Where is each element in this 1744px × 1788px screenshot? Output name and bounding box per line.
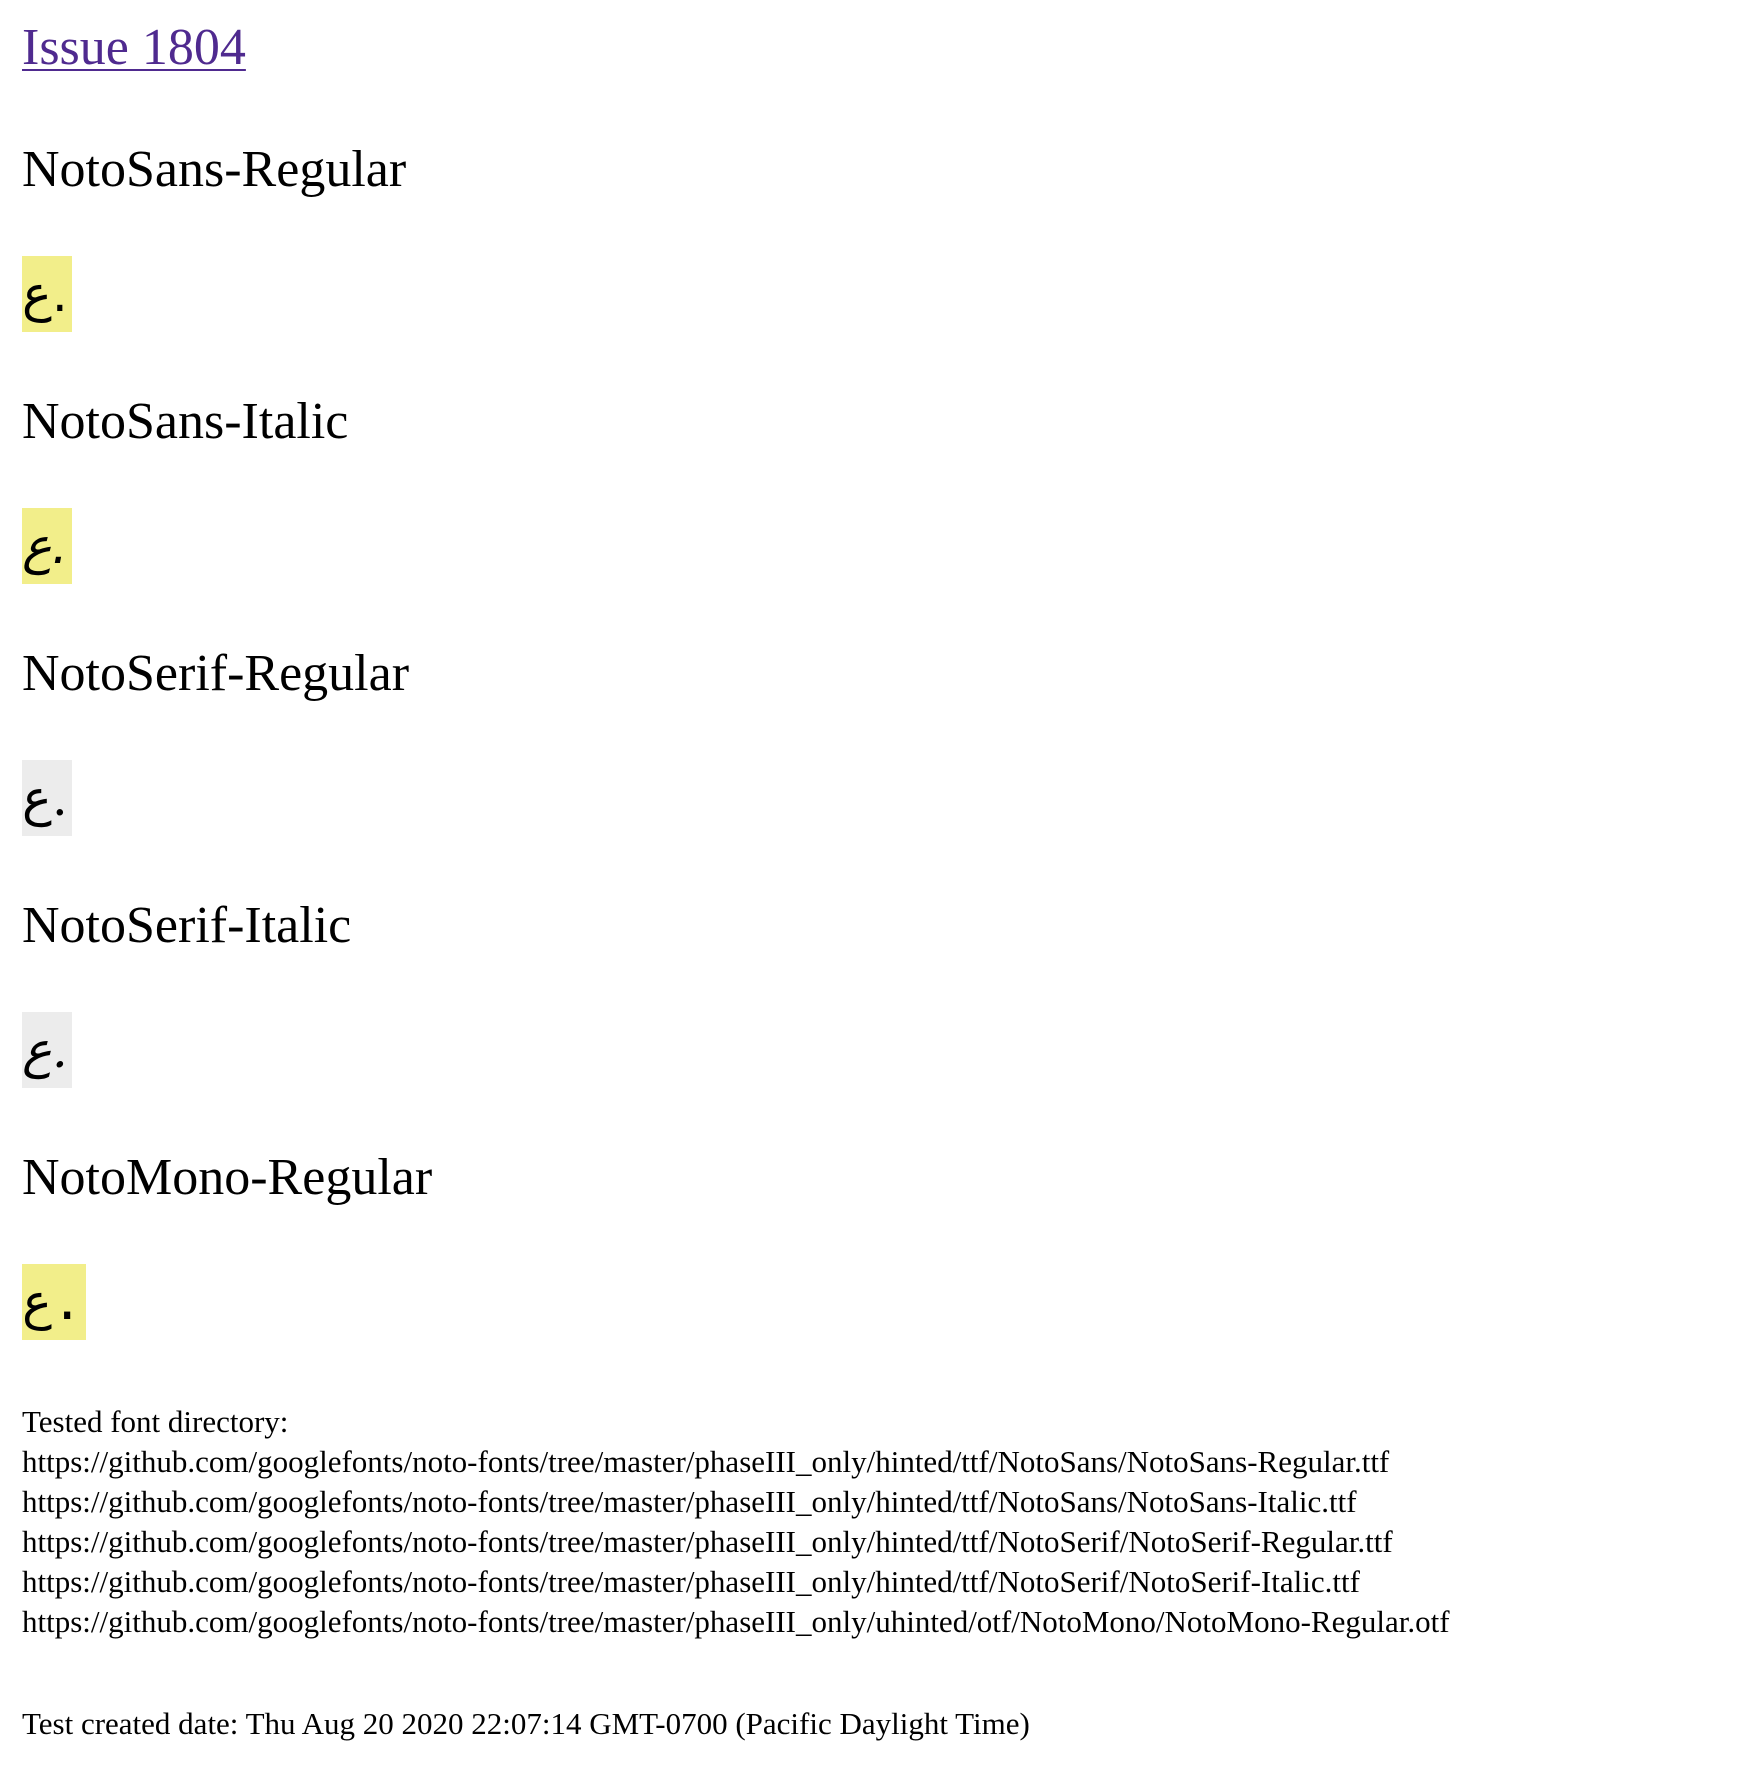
font-url-line: https://github.com/googlefonts/noto-fonts/tree/master/phaseIII_only/hinted/ttf/NotoSerif/NotoSerif-Italic.ttf (22, 1564, 1360, 1599)
font-title-noto-mono-regular: NotoMono-Regular (22, 1149, 433, 1206)
font-url-line: https://github.com/googlefonts/noto-fonts/tree/master/phaseIII_only/hinted/ttf/NotoSans/NotoSans-Regular.ttf (22, 1444, 1390, 1479)
sample-noto-mono-regular: ع. (22, 1264, 86, 1340)
test-created-date: Test created date: Thu Aug 20 2020 22:07:14 GMT-0700 (Pacific Daylight Time) (22, 1706, 1030, 1741)
tested-font-directory (22, 1402, 1722, 1642)
sample-noto-serif-regular: ع. (22, 760, 72, 836)
sample-noto-sans-italic: ع. (22, 508, 72, 584)
tested-font-directory-label: Tested font directory: (22, 1404, 289, 1439)
font-title-noto-serif-italic: NotoSerif-Italic (22, 897, 352, 954)
font-url-line: https://github.com/googlefonts/noto-fonts/tree/master/phaseIII_only/uhinted/otf/NotoMono/NotoMono-Regular.otf (22, 1604, 1450, 1639)
issue-link[interactable]: Issue 1804 (22, 19, 246, 76)
font-url-line: https://github.com/googlefonts/noto-fonts/tree/master/phaseIII_only/hinted/ttf/NotoSerif/NotoSerif-Regular.ttf (22, 1524, 1393, 1559)
font-title-noto-sans-regular: NotoSans-Regular (22, 141, 407, 198)
sample-noto-serif-italic: ع. (22, 1012, 72, 1088)
font-url-line: https://github.com/googlefonts/noto-fonts/tree/master/phaseIII_only/hinted/ttf/NotoSans/NotoSans-Italic.ttf (22, 1484, 1357, 1519)
font-title-noto-serif-regular: NotoSerif-Regular (22, 645, 410, 702)
font-title-noto-sans-italic: NotoSans-Italic (22, 393, 349, 450)
sample-noto-sans-regular: ع. (22, 256, 72, 332)
